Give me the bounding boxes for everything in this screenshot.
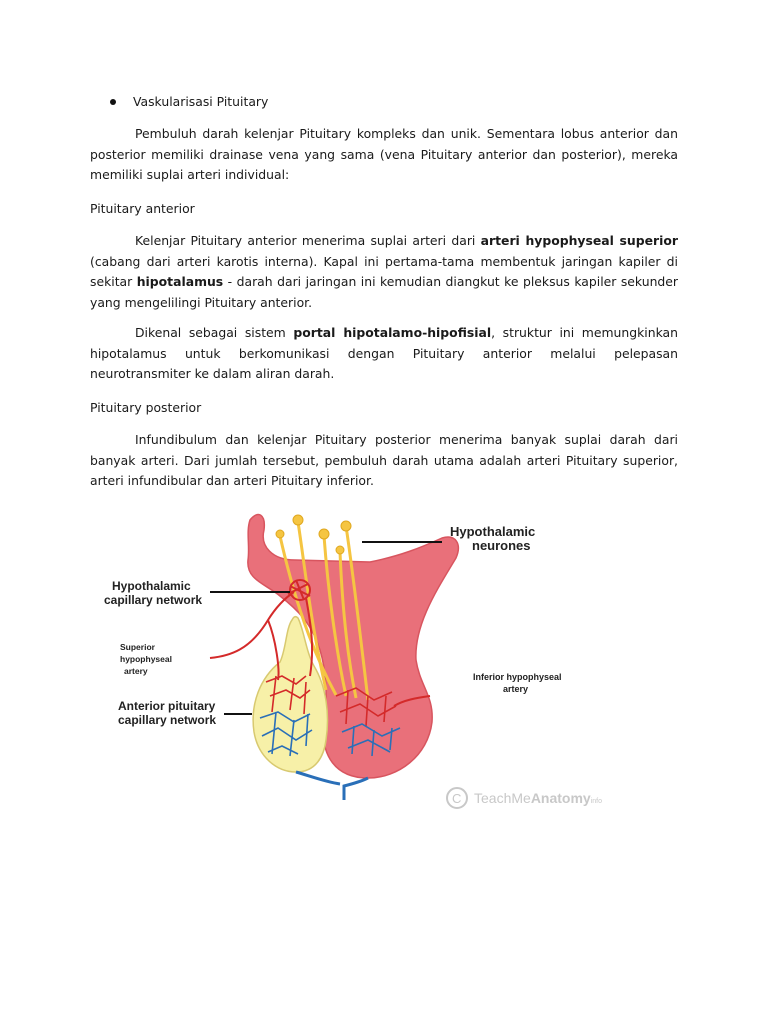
text-run: Kelenjar Pituitary anterior menerima suplai arteri dari [135, 233, 481, 248]
label-superior-1: Superior [120, 642, 155, 652]
label-anterior-capillary-1: Anterior pituitary [118, 699, 216, 713]
anterior-paragraph-2 [90, 323, 678, 385]
label-anterior-capillary-2: capillary network [118, 713, 217, 727]
anterior-heading: Pituitary anterior [90, 201, 195, 216]
bold-term: hipotalamus [136, 274, 224, 289]
bullet-title: Vaskularisasi Pituitary [133, 94, 269, 109]
intro-paragraph [90, 124, 678, 186]
text-run: , struktur ini memungkinkan hipotalamus untuk berkomunikasi dengan Pituitary anterior melalui pelepasan neurotransmiter ke dalam aliran darah. [90, 325, 678, 381]
bullet-icon [110, 99, 116, 105]
bullet-item [110, 94, 268, 109]
intro-text: Pembuluh darah kelenjar Pituitary kompleks dan unik. Sementara lobus anterior dan posterior memiliki drainase vena yang sama (vena Pituitary anterior dan posterior), mereka memiliki suplai arteri individual: [90, 126, 678, 182]
label-capillary-network-2: capillary network [104, 593, 203, 607]
label-inferior-1: Inferior hypophyseal [473, 672, 562, 682]
label-hypothalamic-neurones-2: neurones [472, 538, 531, 553]
pituitary-vasculature-diagram [100, 500, 603, 810]
watermark-suffix: info [590, 798, 603, 805]
text-run: - darah dari jaringan ini kemudian diangkut ke pleksus kapiler sekunder yang mengelilingi Pituitary anterior. [90, 274, 679, 310]
neurone-cell-bodies [276, 515, 351, 554]
bold-term: portal hipotalamo-hipofisial [293, 325, 492, 340]
posterior-heading: Pituitary posterior [90, 400, 202, 415]
label-superior-3: artery [124, 666, 148, 676]
bold-term: arteri hypophyseal superior [480, 233, 678, 248]
copyright-glyph: C [452, 791, 462, 806]
label-superior-2: hypophyseal [120, 654, 172, 664]
text-run: Dikenal sebagai sistem [135, 325, 294, 340]
watermark-prefix: TeachMe [474, 790, 531, 806]
anterior-paragraph-1 [90, 231, 678, 313]
watermark-text [474, 790, 602, 806]
label-hypothalamic-neurones-1: Hypothalamic [450, 524, 536, 539]
posterior-paragraph [90, 430, 678, 492]
watermark-brand: Anatomy [530, 790, 591, 806]
label-capillary-network-1: Hypothalamic [112, 579, 191, 593]
teachmeanatomy-watermark [447, 788, 602, 808]
label-inferior-2: artery [503, 684, 529, 694]
text-run: (cabang dari arteri karotis interna). Kapal ini pertama-tama membentuk jaringan kapiler di sekitar [90, 253, 678, 289]
text-run: Infundibulum dan kelenjar Pituitary posterior menerima banyak suplai darah dari banyak arteri. Dari jumlah tersebut, pembuluh darah utama adalah arteri Pituitary superior, arteri infundibular dan arteri Pituitary inferior. [90, 432, 678, 488]
